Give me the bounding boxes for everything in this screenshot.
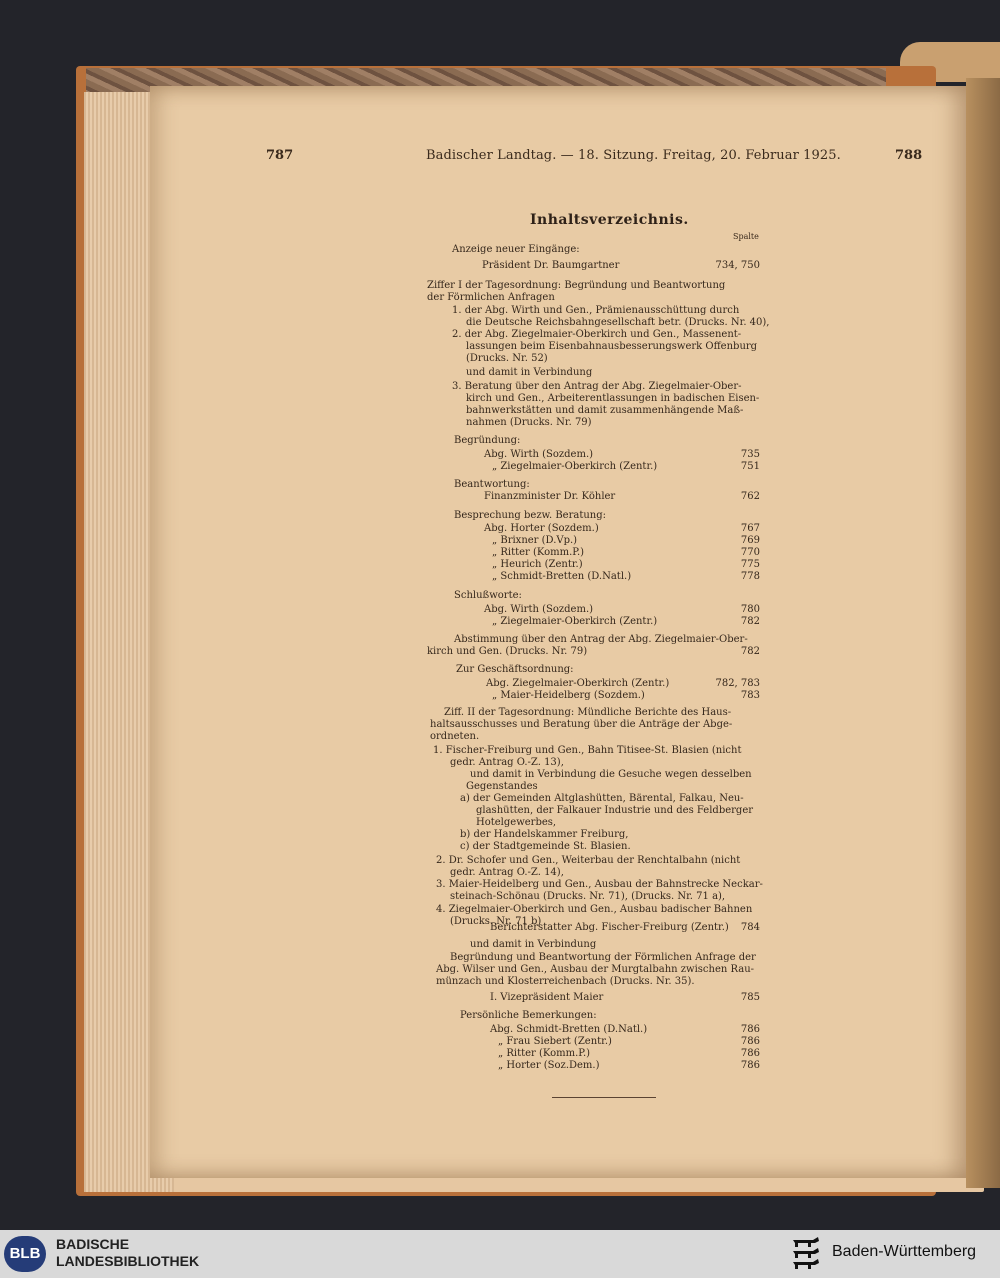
toc-page-ref: 786: [740, 1036, 760, 1047]
toc-entry: Finanzminister Dr. Köhler: [484, 491, 616, 502]
toc-page-ref: 785: [740, 992, 760, 1003]
toc-entry: Präsident Dr. Baumgartner: [482, 260, 620, 271]
toc-entry: (Drucks. Nr. 71 b): [450, 916, 542, 927]
toc-page-ref: 780: [740, 604, 760, 615]
toc-entry: Besprechung bezw. Beratung:: [454, 510, 606, 521]
toc-entry: 2. der Abg. Ziegelmaier-Oberkirch und Gen., Massenent-: [452, 329, 742, 340]
toc-entry: kirch und Gen., Arbeiterentlassungen in badischen Eisen-: [466, 393, 760, 404]
toc-entry: „ Ritter (Komm.P.): [492, 547, 585, 558]
page-number-right: 788: [895, 148, 923, 163]
toc-entry: Abg. Schmidt-Bretten (D.Natl.): [490, 1024, 648, 1035]
toc-entry: „ Ritter (Komm.P.): [498, 1048, 591, 1059]
toc-entry: nahmen (Drucks. Nr. 79): [466, 417, 592, 428]
toc-page-ref: 751: [740, 461, 760, 472]
toc-entry: I. Vizepräsident Maier: [490, 992, 604, 1003]
toc-entry: 3. Maier-Heidelberg und Gen., Ausbau der Bahnstrecke Neckar-: [436, 879, 763, 890]
toc-page-ref: 767: [740, 523, 760, 534]
book-gutter: [966, 78, 1000, 1188]
toc-entry: kirch und Gen. (Drucks. Nr. 79): [427, 646, 588, 657]
end-rule: [552, 1097, 656, 1098]
library-name-line1: BADISCHE: [56, 1236, 130, 1252]
running-title: Badischer Landtag. — 18. Sitzung. Freitag, 20. Februar 1925.: [426, 148, 841, 163]
toc-entry: Abg. Horter (Sozdem.): [484, 523, 599, 534]
toc-page-ref: 769: [740, 535, 760, 546]
toc-entry: Schlußworte:: [454, 590, 522, 601]
toc-entry: gedr. Antrag O.-Z. 13),: [450, 757, 564, 768]
toc-entry: „ Brixner (D.Vp.): [492, 535, 578, 546]
toc-entry: münzach und Klosterreichenbach (Drucks. Nr. 35).: [436, 976, 695, 987]
page-number-left: 787: [266, 148, 294, 163]
toc-entry: a) der Gemeinden Altglashütten, Bärental, Falkau, Neu-: [460, 793, 744, 804]
toc-entry: 3. Beratung über den Antrag der Abg. Ziegelmaier-Ober-: [452, 381, 742, 392]
toc-entry: Begründung und Beantwortung der Förmlichen Anfrage der: [450, 952, 756, 963]
blb-logo[interactable]: BLB: [4, 1236, 46, 1272]
state-name[interactable]: Baden-Württemberg: [832, 1243, 977, 1260]
toc-entry: Abg. Wirth (Sozdem.): [484, 604, 594, 615]
toc-entry: 1. der Abg. Wirth und Gen., Prämienausschüttung durch: [452, 305, 740, 316]
toc-entry: „ Ziegelmaier-Oberkirch (Zentr.): [492, 461, 658, 472]
toc-entry: steinach-Schönau (Drucks. Nr. 71), (Drucks. Nr. 71 a),: [450, 891, 726, 902]
toc-entry: b) der Handelskammer Freiburg,: [460, 829, 629, 840]
toc-entry: „ Schmidt-Bretten (D.Natl.): [492, 571, 632, 582]
toc-page-ref: 770: [740, 547, 760, 558]
toc-entry: Begründung:: [454, 435, 521, 446]
toc-entry: und damit in Verbindung: [466, 367, 593, 378]
toc-entry: „ Frau Siebert (Zentr.): [498, 1036, 612, 1047]
toc-entry: Abstimmung über den Antrag der Abg. Ziegelmaier-Ober-: [454, 634, 748, 645]
toc-page-ref: 762: [740, 491, 760, 502]
toc-entry: „ Heurich (Zentr.): [492, 559, 583, 570]
toc-entry: gedr. Antrag O.-Z. 14),: [450, 867, 564, 878]
toc-page-ref: 784: [740, 922, 760, 933]
toc-entry: Anzeige neuer Eingänge:: [452, 244, 580, 255]
toc-entry: Persönliche Bemerkungen:: [460, 1010, 597, 1021]
toc-entry: Berichterstatter Abg. Fischer-Freiburg (Zentr.): [490, 922, 729, 933]
toc-page-ref: 734, 750: [715, 260, 760, 271]
toc-entry: glashütten, der Falkauer Industrie und des Feldberger: [476, 805, 754, 816]
toc-entry: haltsausschusses und Beratung über die Anträge der Abge-: [430, 719, 733, 730]
toc-page-ref: 782: [740, 646, 760, 657]
toc-entry: 2. Dr. Schofer und Gen., Weiterbau der Renchtalbahn (nicht: [436, 855, 741, 866]
toc-entry: die Deutsche Reichsbahngesellschaft betr. (Drucks. Nr. 40),: [466, 317, 770, 328]
toc-entry: Beantwortung:: [454, 479, 530, 490]
toc-entry: „ Maier-Heidelberg (Sozdem.): [492, 690, 645, 701]
toc-entry: (Drucks. Nr. 52): [466, 353, 548, 364]
toc-entry: Gegenstandes: [466, 781, 538, 792]
toc-entry: Abg. Ziegelmaier-Oberkirch (Zentr.): [486, 678, 670, 689]
toc-entry: Abg. Wilser und Gen., Ausbau der Murgtalbahn zwischen Rau-: [436, 964, 755, 975]
toc-entry: und damit in Verbindung: [470, 939, 597, 950]
toc-page-ref: 786: [740, 1024, 760, 1035]
toc-page-ref: 786: [740, 1048, 760, 1059]
toc-entry: Zur Geschäftsordnung:: [456, 664, 574, 675]
toc-page-ref: 735: [740, 449, 760, 460]
toc-entry: „ Horter (Soz.Dem.): [498, 1060, 600, 1071]
toc-entry: Abg. Wirth (Sozdem.): [484, 449, 594, 460]
library-name-line2: LANDESBIBLIOTHEK: [56, 1253, 200, 1269]
toc-title: Inhaltsverzeichnis.: [530, 212, 689, 228]
lions-coat-of-arms-icon: [790, 1235, 822, 1273]
column-label: Spalte: [733, 232, 759, 241]
library-name[interactable]: [56, 1236, 199, 1270]
toc-page-ref: 786: [740, 1060, 760, 1071]
toc-entry: und damit in Verbindung die Gesuche wegen desselben: [470, 769, 752, 780]
toc-page-ref: 782: [740, 616, 760, 627]
toc-entry: 4. Ziegelmaier-Oberkirch und Gen., Ausbau badischer Bahnen: [436, 904, 753, 915]
toc-entry: ordneten.: [430, 731, 480, 742]
toc-entry: c) der Stadtgemeinde St. Blasien.: [460, 841, 631, 852]
toc-entry: bahnwerkstätten und damit zusammenhängende Maß-: [466, 405, 744, 416]
toc-entry: lassungen beim Eisenbahnausbesserungswerk Offenburg: [466, 341, 758, 352]
toc-entry: 1. Fischer-Freiburg und Gen., Bahn Titisee-St. Blasien (nicht: [433, 745, 742, 756]
toc-entry: Ziff. II der Tagesordnung: Mündliche Berichte des Haus-: [444, 707, 732, 718]
toc-page-ref: 783: [740, 690, 760, 701]
footer-bar: [0, 1230, 1000, 1278]
toc-entry: „ Ziegelmaier-Oberkirch (Zentr.): [492, 616, 658, 627]
toc-page-ref: 778: [740, 571, 760, 582]
toc-entry: Hotelgewerbes,: [476, 817, 557, 828]
toc-entry: der Förmlichen Anfragen: [427, 292, 555, 303]
toc-page-ref: 775: [740, 559, 760, 570]
toc-entry: Ziffer I der Tagesordnung: Begründung und Beantwortung: [427, 280, 726, 291]
toc-page-ref: 782, 783: [715, 678, 760, 689]
